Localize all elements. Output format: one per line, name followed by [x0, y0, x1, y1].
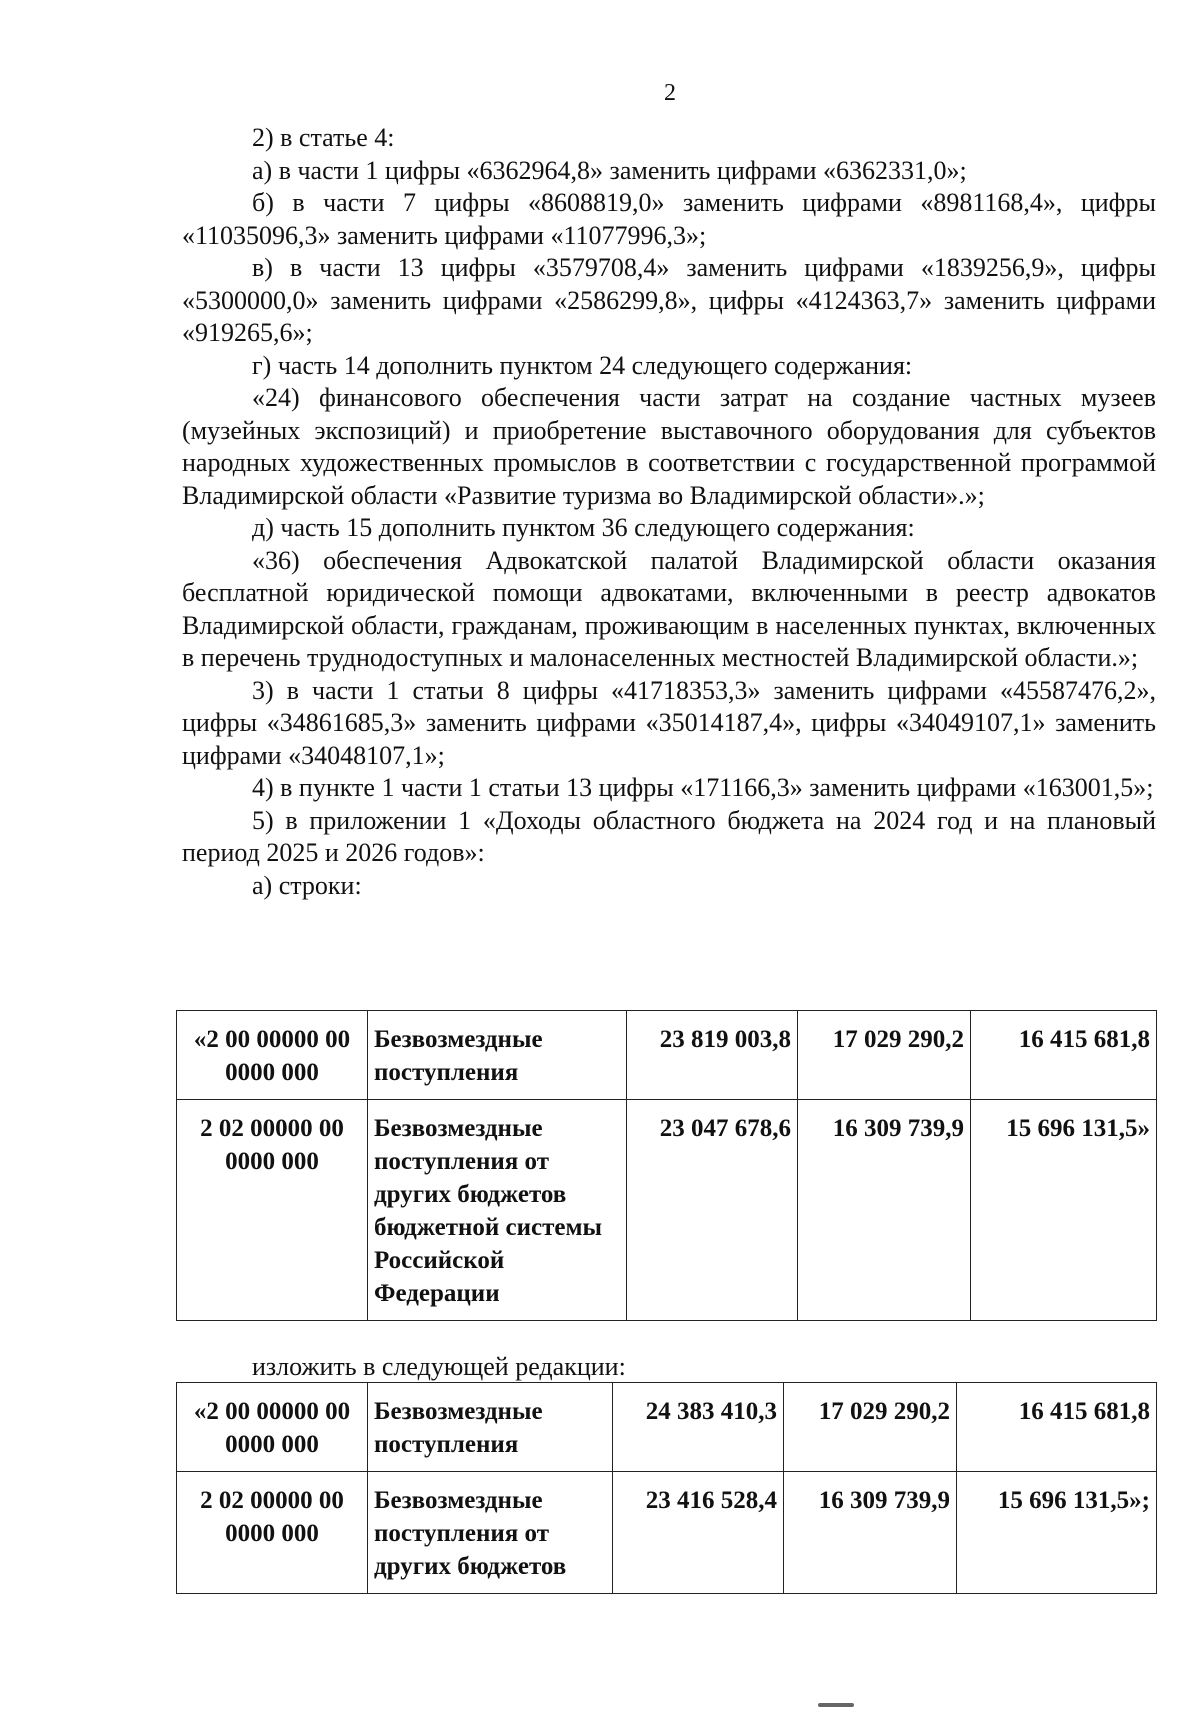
paragraph: в) в части 13 цифры «3579708,4» заменить цифрами «1839256,9», цифры «5300000,0» заменить цифрами «2586299,8», цифры «4124363,7» заменить цифрами «919265,6»;	[182, 253, 1156, 347]
paragraph: 2) в статье 4:	[252, 123, 395, 152]
amount-2026-cell: 16 415 681,8	[957, 1383, 1157, 1472]
budget-code-cell: 2 02 00000 00 0000 000	[177, 1100, 368, 1321]
document-body	[182, 122, 1156, 902]
table-row	[177, 1383, 1157, 1472]
amount-2025-cell: 17 029 290,2	[798, 1011, 971, 1100]
amount-2026-cell: 15 696 131,5»	[971, 1100, 1157, 1321]
scan-ink-mark	[818, 1703, 854, 1707]
amount-2024-cell: 24 383 410,3	[613, 1383, 784, 1472]
paragraph: г) часть 14 дополнить пунктом 24 следующего содержания:	[252, 350, 913, 380]
amount-2026-cell: 16 415 681,8	[971, 1011, 1157, 1100]
income-name-cell: Безвозмездные поступления	[368, 1383, 613, 1472]
paragraph: б) в части 7 цифры «8608819,0» заменить цифрами «8981168,4», цифры «11035096,3» заменить цифрами «11077996,3»;	[182, 188, 1156, 250]
amount-2025-cell: 17 029 290,2	[784, 1383, 957, 1472]
amount-2024-cell: 23 047 678,6	[627, 1100, 798, 1321]
paragraph: 3) в части 1 статьи 8 цифры «41718353,3» заменить цифрами «45587476,2», цифры «34861685,3» заменить цифрами «35014187,4», цифры «34049107,1» заменить цифрами «34048107,1»;	[182, 675, 1156, 770]
page-number: 2	[664, 80, 676, 106]
amount-2025-cell: 16 309 739,9	[798, 1100, 971, 1321]
between-tables-label: изложить в следующей редакции:	[252, 1352, 626, 1381]
old-rows-table	[176, 1010, 1157, 1321]
paragraph: 5) в приложении 1 «Доходы областного бюджета на 2024 год и на плановый период 2025 и 2026 годов»:	[182, 805, 1156, 867]
paragraph: 4) в пункте 1 части 1 статьи 13 цифры «171166,3» заменить цифрами «163001,5»;	[252, 773, 1154, 802]
income-name-cell: Безвозмездные поступления от других бюджетов бюджетной системы Российской Федерации	[368, 1100, 627, 1321]
paragraph: «24) финансового обеспечения части затрат на создание частных музеев (музейных экспозиций) и приобретение выставочного оборудования для субъектов народных художественных промыслов в соответствии с государственной программой Владимирской области «Развитие туризма во Владимирской области».»;	[182, 383, 1156, 510]
amount-2025-cell: 16 309 739,9	[784, 1472, 957, 1594]
income-name-cell: Безвозмездные поступления от других бюджетов	[368, 1472, 613, 1594]
paragraph: а) в части 1 цифры «6362964,8» заменить цифрами «6362331,0»;	[252, 155, 967, 185]
paragraph: «36) обеспечения Адвокатской палатой Владимирской области оказания бесплатной юридической помощи адвокатами, включенными в реестр адвокатов Владимирской области, гражданам, проживающим в населенных пунктах, включенных в перечень труднодоступных и малонаселенных местностей Владимирской области.»;	[182, 545, 1156, 672]
table-row	[177, 1472, 1157, 1594]
paragraph: д) часть 15 дополнить пунктом 36 следующего содержания:	[252, 513, 915, 542]
amount-2024-cell: 23 416 528,4	[613, 1472, 784, 1594]
amount-2026-cell: 15 696 131,5»;	[957, 1472, 1157, 1594]
budget-code-cell: «2 00 00000 00 0000 000	[177, 1383, 368, 1472]
table-row	[177, 1011, 1157, 1100]
table-row	[177, 1100, 1157, 1321]
budget-code-cell: 2 02 00000 00 0000 000	[177, 1472, 368, 1594]
paragraph: а) строки:	[252, 870, 362, 900]
budget-code-cell: «2 00 00000 00 0000 000	[177, 1011, 368, 1100]
amount-2024-cell: 23 819 003,8	[627, 1011, 798, 1100]
new-rows-table	[176, 1382, 1157, 1594]
income-name-cell: Безвозмездные поступления	[368, 1011, 627, 1100]
